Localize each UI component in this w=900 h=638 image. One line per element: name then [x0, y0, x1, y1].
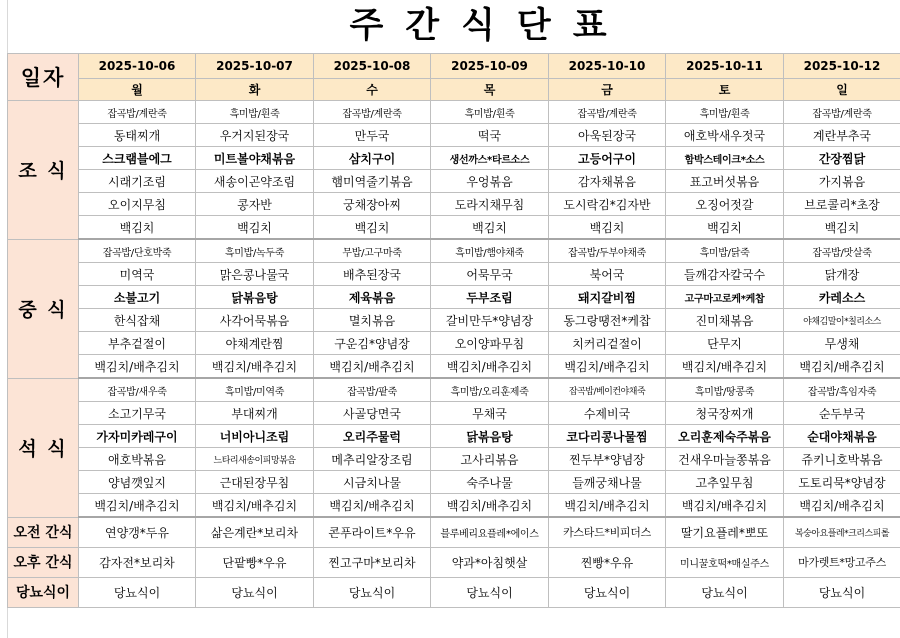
menu-cell[interactable]: 들깨궁채나물: [549, 471, 666, 494]
menu-cell[interactable]: 어묵무국: [431, 263, 549, 286]
lunch-row: [8, 332, 900, 355]
menu-cell[interactable]: 고구마고로케*케찹: [666, 286, 784, 309]
snack-cell[interactable]: 단팥빵*우유: [196, 547, 314, 577]
menu-cell[interactable]: 메추리알장조림: [314, 448, 431, 471]
menu-cell[interactable]: 고사리볶음: [431, 448, 549, 471]
snack-cell[interactable]: 당뇨식이: [314, 577, 431, 607]
menu-cell[interactable]: 돼지갈비찜: [549, 286, 666, 309]
menu-table: [7, 53, 900, 608]
menu-cell[interactable]: 순두부국: [784, 402, 900, 425]
menu-cell[interactable]: 흑미밥/흰죽: [666, 101, 784, 124]
menu-cell[interactable]: 백김치/배추김치: [431, 355, 549, 379]
menu-cell[interactable]: 백김치/배추김치: [784, 355, 900, 379]
menu-cell[interactable]: 치커리겉절이: [549, 332, 666, 355]
menu-cell[interactable]: 흑미밥/닭죽: [666, 239, 784, 263]
snack-cell[interactable]: 약과*아침햇살: [431, 547, 549, 577]
am-snack-label[interactable]: 오전 간식: [8, 517, 79, 547]
day-cell[interactable]: 토: [666, 79, 784, 101]
menu-cell[interactable]: 백김치/배추김치: [196, 355, 314, 379]
menu-cell[interactable]: 오이양파무침: [431, 332, 549, 355]
breakfast-row: [8, 124, 900, 147]
dinner-row: [8, 494, 900, 518]
menu-cell[interactable]: 아욱된장국: [549, 124, 666, 147]
pm-snack-row: [8, 547, 900, 577]
snack-cell[interactable]: 블루베리요플레*에이스: [431, 517, 549, 547]
menu-cell[interactable]: 닭볶음탕: [196, 286, 314, 309]
menu-cell[interactable]: 수제비국: [549, 402, 666, 425]
menu-cell[interactable]: 시금치나물: [314, 471, 431, 494]
menu-cell[interactable]: 도토리묵*양념장: [784, 471, 900, 494]
menu-cell[interactable]: 코다리콩나물찜: [549, 425, 666, 448]
date-cell[interactable]: 2025-10-09: [431, 54, 549, 79]
menu-cell[interactable]: 애호박새우젓국: [666, 124, 784, 147]
date-cell[interactable]: 2025-10-07: [196, 54, 314, 79]
menu-cell[interactable]: 백김치/배추김치: [549, 355, 666, 379]
breakfast-row: [8, 170, 900, 193]
menu-cell[interactable]: 근대된장무침: [196, 471, 314, 494]
menu-cell[interactable]: 동태찌개: [79, 124, 196, 147]
menu-cell[interactable]: 가지볶음: [784, 170, 900, 193]
menu-cell[interactable]: 부대찌개: [196, 402, 314, 425]
menu-cell[interactable]: 삼치구이: [314, 147, 431, 170]
breakfast-row: [8, 216, 900, 240]
snack-cell[interactable]: 감자전*보리차: [79, 547, 196, 577]
date-cell[interactable]: 2025-10-10: [549, 54, 666, 79]
date-cell[interactable]: 2025-10-08: [314, 54, 431, 79]
menu-cell[interactable]: 소불고기: [79, 286, 196, 309]
menu-cell[interactable]: 동그랑땡전*케찹: [549, 309, 666, 332]
menu-cell[interactable]: 사골당면국: [314, 402, 431, 425]
menu-cell[interactable]: 배추된장국: [314, 263, 431, 286]
snack-cell[interactable]: 당뇨식이: [196, 577, 314, 607]
menu-cell[interactable]: 백김치/배추김치: [79, 355, 196, 379]
menu-cell[interactable]: 미역국: [79, 263, 196, 286]
breakfast-row: [8, 193, 900, 216]
day-cell[interactable]: 수: [314, 79, 431, 101]
menu-cell[interactable]: 간장찜닭: [784, 147, 900, 170]
menu-cell[interactable]: 백김치/배추김치: [549, 494, 666, 518]
dinner-row: [8, 471, 900, 494]
snack-cell[interactable]: 당뇨식이: [666, 577, 784, 607]
dinner-row: [8, 425, 900, 448]
lunch-row: [8, 309, 900, 332]
date-row: [8, 54, 900, 79]
menu-cell[interactable]: 잡곡밥/계란죽: [549, 101, 666, 124]
menu-cell[interactable]: 잡곡밥/팥죽: [314, 378, 431, 402]
snack-cell[interactable]: 복숭아요플레*크리스피롤: [784, 517, 900, 547]
menu-cell[interactable]: 오리훈제숙주볶음: [666, 425, 784, 448]
menu-cell[interactable]: 무채국: [431, 402, 549, 425]
menu-cell[interactable]: 구운김*양념장: [314, 332, 431, 355]
day-row: [8, 79, 900, 101]
menu-cell[interactable]: 제육볶음: [314, 286, 431, 309]
menu-cell[interactable]: 양념깻잎지: [79, 471, 196, 494]
day-cell[interactable]: 화: [196, 79, 314, 101]
menu-cell[interactable]: 스크램블에그: [79, 147, 196, 170]
menu-cell[interactable]: 미트볼야채볶음: [196, 147, 314, 170]
menu-cell[interactable]: 우엉볶음: [431, 170, 549, 193]
day-cell[interactable]: 월: [79, 79, 196, 101]
menu-cell[interactable]: 흑미밥/흰죽: [196, 101, 314, 124]
snack-cell[interactable]: 찐고구마*보리차: [314, 547, 431, 577]
menu-cell[interactable]: 오이지무침: [79, 193, 196, 216]
menu-cell[interactable]: 백김치: [784, 216, 900, 240]
snack-cell[interactable]: 연양갱*두유: [79, 517, 196, 547]
menu-cell[interactable]: 야채김말이*칠리소스: [784, 309, 900, 332]
menu-cell[interactable]: 무밥/고구마죽: [314, 239, 431, 263]
menu-cell[interactable]: 단무지: [666, 332, 784, 355]
menu-cell[interactable]: 백김치: [79, 216, 196, 240]
snack-cell[interactable]: 삶은계란*보리차: [196, 517, 314, 547]
menu-cell[interactable]: 야채계란찜: [196, 332, 314, 355]
menu-cell[interactable]: 맑은콩나물국: [196, 263, 314, 286]
menu-cell[interactable]: 만두국: [314, 124, 431, 147]
breakfast-label[interactable]: 조 식: [8, 101, 79, 240]
date-cell[interactable]: 2025-10-12: [784, 54, 900, 79]
menu-cell[interactable]: 쥬키니호박볶음: [784, 448, 900, 471]
menu-cell[interactable]: 카레소스: [784, 286, 900, 309]
menu-cell[interactable]: 잡곡밥/베이컨야채죽: [549, 378, 666, 402]
date-cell[interactable]: 2025-10-11: [666, 54, 784, 79]
breakfast-row: [8, 101, 900, 124]
menu-cell[interactable]: 새송이곤약조림: [196, 170, 314, 193]
menu-cell[interactable]: 청국장찌개: [666, 402, 784, 425]
diabetic-label[interactable]: 당뇨식이: [8, 577, 79, 607]
menu-cell[interactable]: 백김치: [314, 216, 431, 240]
menu-cell[interactable]: 고추잎무침: [666, 471, 784, 494]
menu-cell[interactable]: 갈비만두*양념장: [431, 309, 549, 332]
dinner-row: [8, 378, 900, 402]
day-cell[interactable]: 목: [431, 79, 549, 101]
menu-cell[interactable]: 백김치: [196, 216, 314, 240]
menu-cell[interactable]: 잡곡밥/맛살죽: [784, 239, 900, 263]
menu-cell[interactable]: 잡곡밥/두부야채죽: [549, 239, 666, 263]
menu-cell[interactable]: 백김치: [431, 216, 549, 240]
diabetic-row: [8, 577, 900, 607]
lunch-row: [8, 263, 900, 286]
lunch-label[interactable]: 중 식: [8, 239, 79, 378]
date-label[interactable]: 일자: [8, 54, 79, 101]
am-snack-row: [8, 517, 900, 547]
menu-cell[interactable]: 햄미역줄기볶음: [314, 170, 431, 193]
menu-cell[interactable]: 백김치: [549, 216, 666, 240]
menu-cell[interactable]: 백김치/배추김치: [666, 494, 784, 518]
menu-cell[interactable]: 오징어젓갈: [666, 193, 784, 216]
snack-cell[interactable]: 찐빵*우유: [549, 547, 666, 577]
menu-cell[interactable]: 북어국: [549, 263, 666, 286]
menu-cell[interactable]: 가자미카레구이: [79, 425, 196, 448]
snack-cell[interactable]: 당뇨식이: [79, 577, 196, 607]
menu-cell[interactable]: 함박스테이크*소스: [666, 147, 784, 170]
menu-cell[interactable]: 흑미밥/땅콩죽: [666, 378, 784, 402]
pm-snack-label[interactable]: 오후 간식: [8, 547, 79, 577]
menu-cell[interactable]: 진미채볶음: [666, 309, 784, 332]
menu-cell[interactable]: 소고기무국: [79, 402, 196, 425]
menu-cell[interactable]: 건새우마늘쫑볶음: [666, 448, 784, 471]
menu-cell[interactable]: 흑미밥/녹두죽: [196, 239, 314, 263]
menu-cell[interactable]: 잡곡밥/계란죽: [79, 101, 196, 124]
menu-cell[interactable]: 느타리새송이피망볶음: [196, 448, 314, 471]
menu-cell[interactable]: 도라지채무침: [431, 193, 549, 216]
menu-cell[interactable]: 시래기조림: [79, 170, 196, 193]
menu-cell[interactable]: 백김치/배추김치: [784, 494, 900, 518]
menu-cell[interactable]: 한식잡채: [79, 309, 196, 332]
day-cell[interactable]: 일: [784, 79, 900, 101]
snack-cell[interactable]: 콘푸라이트*우유: [314, 517, 431, 547]
menu-cell[interactable]: 브로콜리*초장: [784, 193, 900, 216]
menu-cell[interactable]: 백김치/배추김치: [314, 494, 431, 518]
menu-cell[interactable]: 숙주나물: [431, 471, 549, 494]
menu-cell[interactable]: 잡곡밥/계란죽: [784, 101, 900, 124]
menu-cell[interactable]: 백김치: [666, 216, 784, 240]
snack-cell[interactable]: 미니꿀호떡*매실주스: [666, 547, 784, 577]
menu-cell[interactable]: 백김치/배추김치: [196, 494, 314, 518]
lunch-row: [8, 355, 900, 379]
menu-cell[interactable]: 백김치/배추김치: [79, 494, 196, 518]
menu-cell[interactable]: 닭볶음탕: [431, 425, 549, 448]
menu-cell[interactable]: 찐두부*양념장: [549, 448, 666, 471]
menu-cell[interactable]: 백김치/배추김치: [666, 355, 784, 379]
menu-cell[interactable]: 흑미밥/햄야채죽: [431, 239, 549, 263]
dinner-row: [8, 448, 900, 471]
day-cell[interactable]: 금: [549, 79, 666, 101]
menu-cell[interactable]: 고등어구이: [549, 147, 666, 170]
menu-cell[interactable]: 순대야채볶음: [784, 425, 900, 448]
menu-cell[interactable]: 궁채장아찌: [314, 193, 431, 216]
breakfast-row: [8, 147, 900, 170]
lunch-row: [8, 239, 900, 263]
menu-cell[interactable]: 애호박볶음: [79, 448, 196, 471]
snack-cell[interactable]: 카스타드*비피더스: [549, 517, 666, 547]
menu-cell[interactable]: 잡곡밥/새우죽: [79, 378, 196, 402]
menu-cell[interactable]: 흑미밥/흰죽: [431, 101, 549, 124]
menu-cell[interactable]: 생선까스*타르소스: [431, 147, 549, 170]
snack-cell[interactable]: 마가렛트*망고주스: [784, 547, 900, 577]
menu-cell[interactable]: 콩자반: [196, 193, 314, 216]
menu-cell[interactable]: 우거지된장국: [196, 124, 314, 147]
menu-cell[interactable]: 백김치/배추김치: [314, 355, 431, 379]
menu-cell[interactable]: 두부조림: [431, 286, 549, 309]
dinner-row: [8, 402, 900, 425]
lunch-row: [8, 286, 900, 309]
menu-cell[interactable]: 멸치볶음: [314, 309, 431, 332]
menu-cell[interactable]: 감자채볶음: [549, 170, 666, 193]
menu-cell[interactable]: 잡곡밥/흑임자죽: [784, 378, 900, 402]
menu-cell[interactable]: 오리주물럭: [314, 425, 431, 448]
menu-cell[interactable]: 부추겉절이: [79, 332, 196, 355]
menu-cell[interactable]: 떡국: [431, 124, 549, 147]
menu-cell[interactable]: 표고버섯볶음: [666, 170, 784, 193]
menu-cell[interactable]: 닭개장: [784, 263, 900, 286]
menu-cell[interactable]: 백김치/배추김치: [431, 494, 549, 518]
snack-cell[interactable]: 딸기요플레*뽀또: [666, 517, 784, 547]
menu-cell[interactable]: 도시락김*김자반: [549, 193, 666, 216]
menu-cell[interactable]: 계란부추국: [784, 124, 900, 147]
menu-cell[interactable]: 너비아니조림: [196, 425, 314, 448]
dinner-label[interactable]: 석 식: [8, 378, 79, 517]
menu-cell[interactable]: 흑미밥/오리훈제죽: [431, 378, 549, 402]
menu-cell[interactable]: 사각어묵볶음: [196, 309, 314, 332]
menu-cell[interactable]: 들깨감자칼국수: [666, 263, 784, 286]
snack-cell[interactable]: 당뇨식이: [784, 577, 900, 607]
menu-cell[interactable]: 흑미밥/미역죽: [196, 378, 314, 402]
snack-cell[interactable]: 당뇨식이: [431, 577, 549, 607]
menu-cell[interactable]: 잡곡밥/계란죽: [314, 101, 431, 124]
date-cell[interactable]: 2025-10-06: [79, 54, 196, 79]
page-title: 주간식단표: [349, 6, 629, 46]
menu-cell[interactable]: 잡곡밥/단호박죽: [79, 239, 196, 263]
snack-cell[interactable]: 당뇨식이: [549, 577, 666, 607]
menu-cell[interactable]: 무생채: [784, 332, 900, 355]
